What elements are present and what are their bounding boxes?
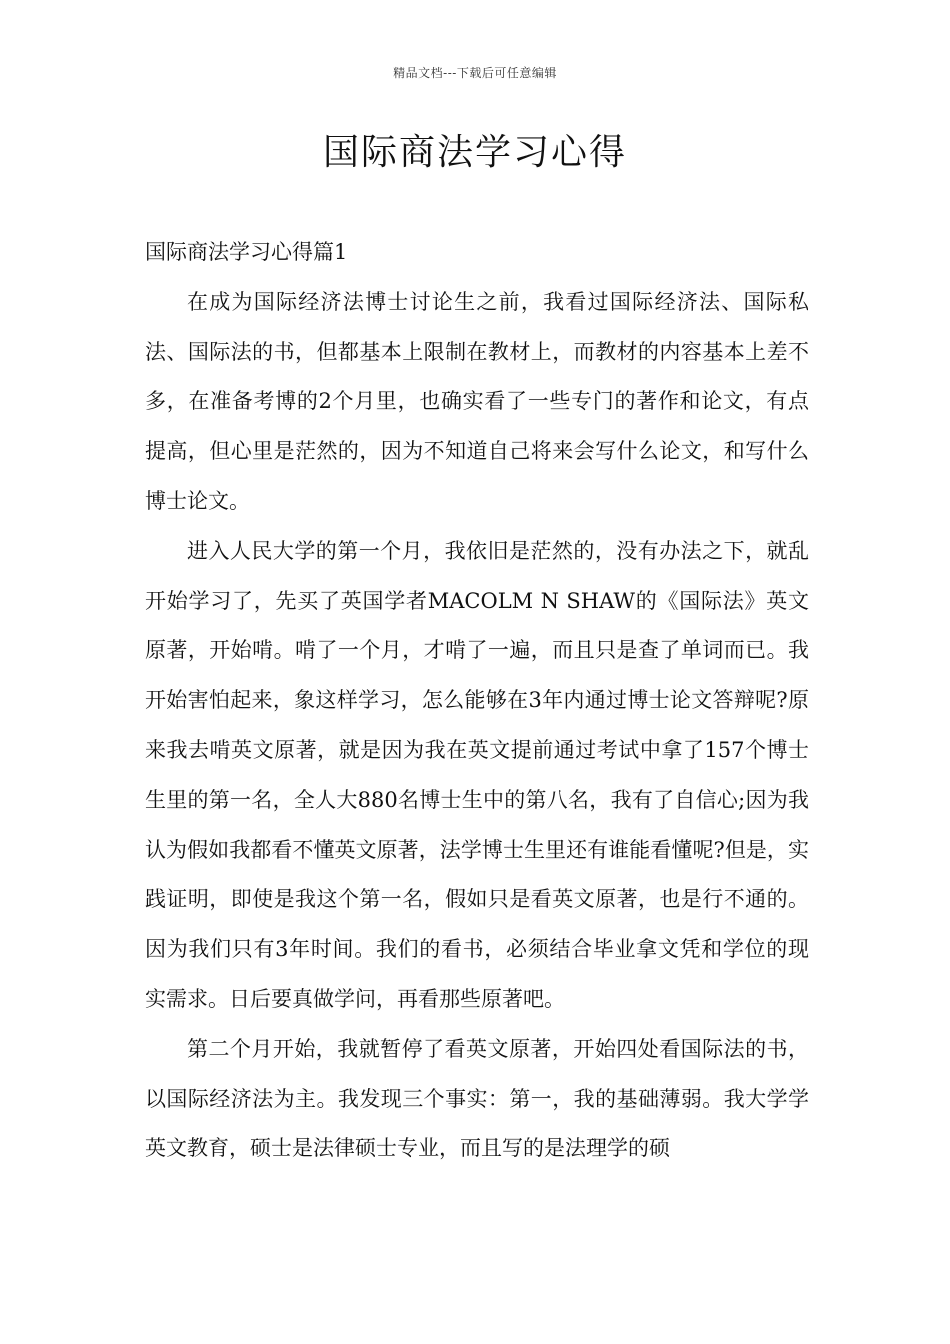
section-heading: 国际商法学习心得篇1: [145, 240, 348, 264]
document-body: [145, 228, 809, 1174]
paragraph-3: 第二个月开始，我就暂停了看英文原著，开始四处看国际法的书，以国际经济法为主。我发现三个事实：第一，我的基础薄弱。我大学学英文教育，硕士是法律硕士专业，而且写的是法理学的硕: [145, 1036, 809, 1161]
document-title: 国际商法学习心得: [322, 132, 627, 173]
header-note: 精品文档---下载后可任意编辑: [393, 66, 557, 80]
paragraph-1: 在成为国际经济法博士讨论生之前，我看过国际经济法、国际私法、国际法的书，但都基本上限制在教材上，而教材的内容基本上差不多，在准备考博的2个月里，也确实看了一些专门的著作和论文，有点提高，但心里是茫然的，因为不知道自己将来会写什么论文，和写什么博士论文。: [145, 289, 809, 513]
paragraph-2: 进入人民大学的第一个月，我依旧是茫然的，没有办法之下，就乱开始学习了，先买了英国学者MACOLM N SHAW的《国际法》英文原著，开始啃。啃了一个月，才啃了一遍，而且只是查了单词而已。我开始害怕起来，象这样学习，怎么能够在3年内通过博士论文答辩呢?原来我去啃英文原著，就是因为我在英文提前通过考试中拿了157个博士生里的第一名，全人大880名博士生中的第八名，我有了自信心;因为我认为假如我都看不懂英文原著，法学博士生里还有谁能看懂呢?但是，实践证明，即使是我这个第一名，假如只是看英文原著，也是行不通的。因为我们只有3年时间。我们的看书，必须结合毕业拿文凭和学位的现实需求。日后要真做学问，再看那些原著吧。: [145, 538, 809, 1011]
